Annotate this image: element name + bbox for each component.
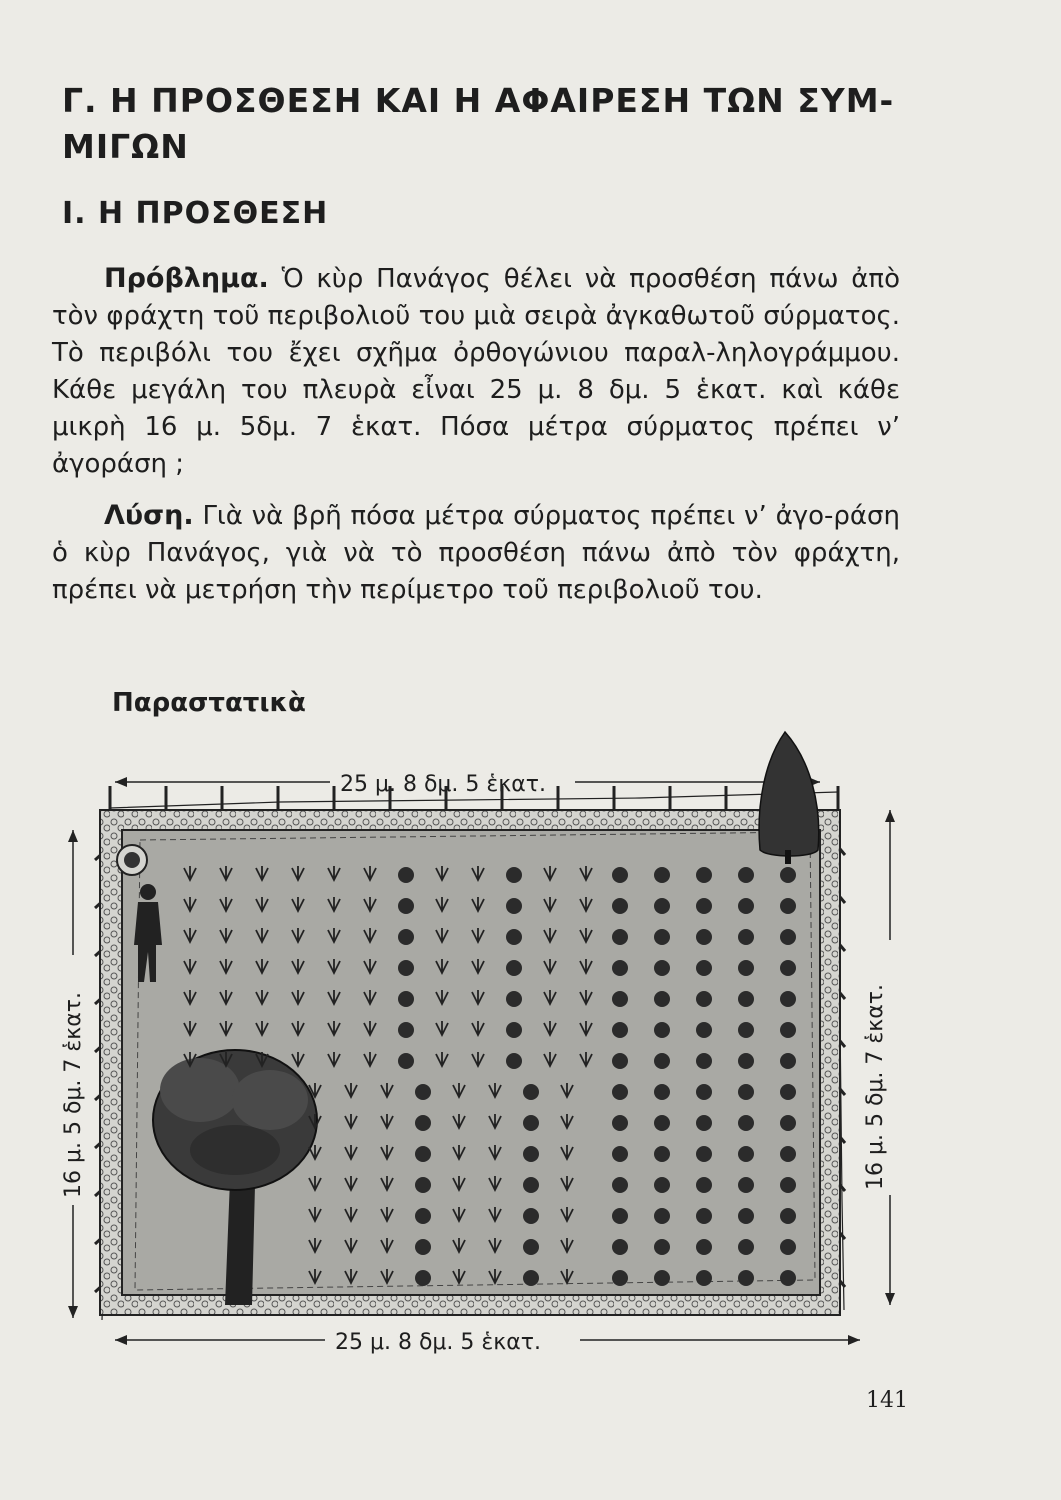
bush-plant (654, 929, 670, 945)
bush-plant (738, 1053, 754, 1069)
bush-plant (696, 1115, 712, 1131)
bush-plant (612, 1146, 628, 1162)
bush-plant (696, 960, 712, 976)
bush-plant (398, 991, 414, 1007)
bush-plant (780, 1022, 796, 1038)
problem-label: Πρόβλημα. (104, 263, 269, 294)
bush-plant (523, 1239, 539, 1255)
bush-plant (523, 1270, 539, 1286)
bottom-dimension-label: 25 μ. 8 δμ. 5 ἑκατ. (335, 1330, 541, 1355)
figure-caption: Παραστατικὰ (112, 688, 306, 718)
bush-plant (738, 991, 754, 1007)
bush-plant (506, 898, 522, 914)
bush-plant (654, 1270, 670, 1286)
bush-plant (612, 929, 628, 945)
bush-plant (654, 1022, 670, 1038)
bush-plant (780, 1053, 796, 1069)
bush-plant (696, 991, 712, 1007)
right-dimension (863, 810, 895, 1305)
bush-plant (738, 1084, 754, 1100)
bush-plant (696, 867, 712, 883)
bush-plant (654, 1053, 670, 1069)
bush-plant (738, 1115, 754, 1131)
bush-plant (696, 1022, 712, 1038)
bush-plant (738, 1177, 754, 1193)
bush-plant (696, 1146, 712, 1162)
bush-plant (612, 960, 628, 976)
bush-plant (780, 1208, 796, 1224)
well-icon (117, 845, 147, 875)
solution-text: Γιὰ νὰ βρῆ πόσα μέτρα σύρματος πρέπει ν’ ἀγο-ράση ὁ κὺρ Πανάγος, γιὰ νὰ τὸ προσθέση πάνω ἀπὸ τὸν φράχτη, πρέπει νὰ μετρήση τὴν περίμετρο τοῦ περιβολιοῦ του. (52, 501, 900, 605)
bush-plant (654, 1115, 670, 1131)
chapter-title (62, 78, 922, 170)
left-dimension (61, 830, 86, 1318)
bush-plant (780, 1270, 796, 1286)
bush-plant (523, 1115, 539, 1131)
chapter-title-line1: Γ. Η ΠΡΟΣΘΕΣΗ ΚΑΙ Η ΑΦΑΙΡΕΣΗ ΤΩΝ ΣΥΜ- (62, 81, 895, 120)
bush-plant (780, 867, 796, 883)
bush-plant (415, 1146, 431, 1162)
bush-plant (780, 1177, 796, 1193)
bush-plant (780, 929, 796, 945)
bush-plant (612, 1270, 628, 1286)
bush-plant (654, 867, 670, 883)
bush-plant (612, 991, 628, 1007)
bush-plant (780, 898, 796, 914)
bush-plant (654, 1177, 670, 1193)
bush-plant (696, 1208, 712, 1224)
bush-plant (696, 1177, 712, 1193)
bush-plant (654, 1084, 670, 1100)
bush-plant (398, 929, 414, 945)
bush-plant (612, 1115, 628, 1131)
section-title: Ι. Η ΠΡΟΣΘΕΣΗ (62, 196, 329, 231)
bush-plant (415, 1270, 431, 1286)
bush-plant (738, 1239, 754, 1255)
bush-plant (506, 991, 522, 1007)
bush-plant (415, 1115, 431, 1131)
bush-plant (654, 1146, 670, 1162)
left-dimension-label: 16 μ. 5 δμ. 7 ἑκατ. (61, 992, 86, 1198)
bush-plant (738, 1022, 754, 1038)
bush-plant (696, 898, 712, 914)
page-number: 141 (866, 1388, 908, 1413)
chapter-title-line2: ΜΙΓΩΝ (62, 127, 189, 166)
cypress-tree-icon (759, 732, 819, 864)
bush-plant (415, 1208, 431, 1224)
bush-plant (738, 898, 754, 914)
bush-plant (696, 1053, 712, 1069)
bush-plant (738, 929, 754, 945)
bush-plant (612, 1239, 628, 1255)
bush-plant (612, 1084, 628, 1100)
bush-plant (696, 1239, 712, 1255)
bush-plant (780, 1239, 796, 1255)
bush-plant (654, 1208, 670, 1224)
bush-plant (415, 1084, 431, 1100)
top-dimension-label: 25 μ. 8 δμ. 5 ἑκατ. (340, 772, 546, 797)
garden-illustration (40, 720, 920, 1370)
bottom-dimension (115, 1330, 860, 1355)
bush-plant (738, 1146, 754, 1162)
bush-plant (696, 1270, 712, 1286)
bush-plant (654, 1239, 670, 1255)
bush-plant (506, 929, 522, 945)
bush-plant (780, 1084, 796, 1100)
bush-plant (654, 960, 670, 976)
bush-plant (523, 1208, 539, 1224)
bush-plant (654, 898, 670, 914)
bush-plant (612, 1053, 628, 1069)
bush-plant (398, 960, 414, 976)
solution-paragraph (52, 497, 900, 609)
bush-plant (738, 1208, 754, 1224)
right-dimension-label: 16 μ. 5 δμ. 7 ἑκατ. (863, 984, 888, 1190)
bush-plant (398, 898, 414, 914)
bush-plant (415, 1177, 431, 1193)
bush-plant (738, 960, 754, 976)
problem-paragraph (52, 260, 900, 483)
bush-plant (506, 960, 522, 976)
bush-plant (398, 867, 414, 883)
bush-plant (506, 1053, 522, 1069)
bush-plant (738, 1270, 754, 1286)
bush-plant (523, 1177, 539, 1193)
bush-plant (780, 991, 796, 1007)
bush-plant (506, 1022, 522, 1038)
bush-plant (398, 1022, 414, 1038)
bush-plant (654, 991, 670, 1007)
bush-plant (523, 1084, 539, 1100)
bush-plant (780, 1146, 796, 1162)
bush-plant (523, 1146, 539, 1162)
bush-plant (696, 1084, 712, 1100)
bush-plant (398, 1053, 414, 1069)
bush-plant (612, 1022, 628, 1038)
bush-plant (415, 1239, 431, 1255)
bush-plant (612, 867, 628, 883)
bush-plant (780, 960, 796, 976)
bush-plant (612, 1208, 628, 1224)
problem-text: Ὁ κὺρ Πανάγος θέλει νὰ προσθέση πάνω ἀπὸ τὸν φράχτη τοῦ περιβολιοῦ του μιὰ σειρὰ ἀγκαθωτοῦ σύρματος. Τὸ περιβόλι του ἔχει σχῆμα ὀρθογώνιου παραλ-ληλογράμμου. Κάθε μεγάλη του πλευρὰ εἶναι 25 μ. 8 δμ. 5 ἑκατ. καὶ κάθε μικρὴ 16 μ. 5δμ. 7 ἑκατ. Πόσα μέτρα σύρματος πρέπει ν’ ἀγοράση ; (52, 264, 900, 479)
bush-plant (738, 867, 754, 883)
bush-plant (612, 898, 628, 914)
bush-plant (696, 929, 712, 945)
solution-label: Λύση. (104, 500, 194, 531)
bush-plant (780, 1115, 796, 1131)
bush-plant (506, 867, 522, 883)
bush-plant (612, 1177, 628, 1193)
